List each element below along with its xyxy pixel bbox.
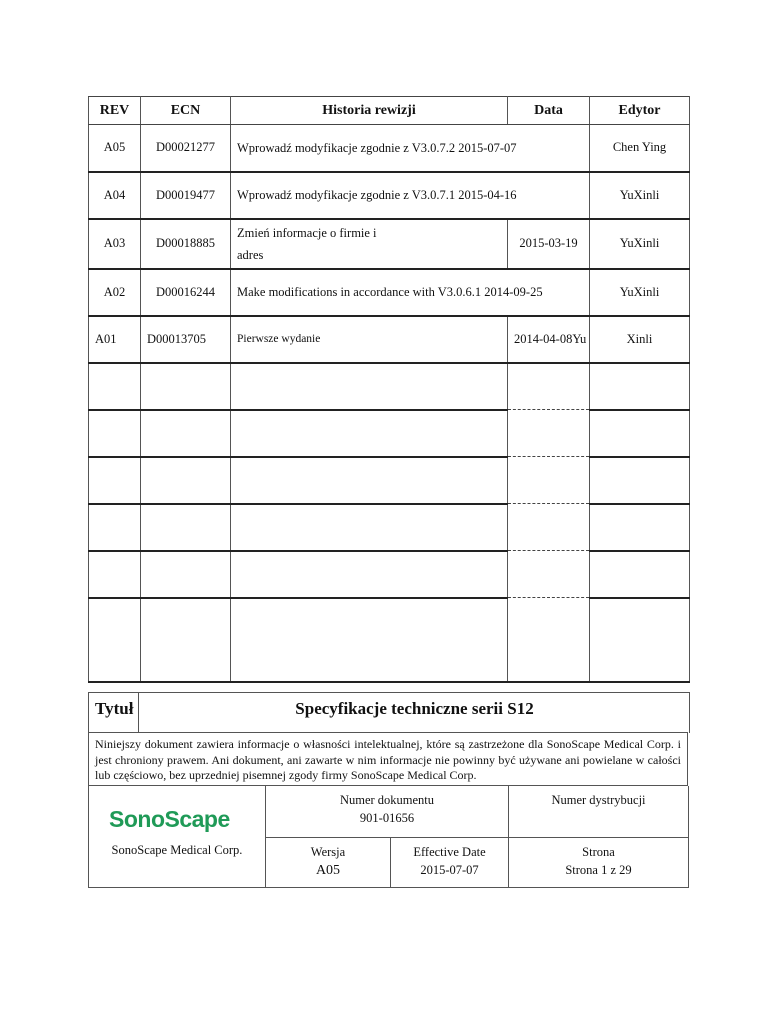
distribution-cell (509, 786, 688, 838)
header-date: Data (508, 97, 590, 125)
table-row (89, 125, 690, 172)
title-label: Tytuł (89, 693, 139, 733)
cell-history: Pierwsze wydanie (231, 316, 508, 363)
header-ecn: ECN (141, 97, 231, 125)
cell-editor: YuXinli (590, 219, 690, 269)
cell-ecn: D00016244 (141, 269, 231, 316)
revision-history-table (88, 96, 690, 683)
doc-number-cell (266, 786, 509, 838)
cell-date: 2014-04-08Yu (508, 316, 590, 363)
cell-ecn: D00018885 (141, 219, 231, 269)
header-history: Historia rewizji (231, 97, 508, 125)
cell-editor: YuXinli (590, 172, 690, 219)
header-rev: REV (89, 97, 141, 125)
page-label: Strona (582, 845, 615, 859)
cell-rev: A05 (89, 125, 141, 172)
table-row-empty (89, 457, 690, 504)
history-line: Zmień informacje o firmie i (237, 225, 377, 240)
effective-date-cell (391, 838, 509, 887)
cell-date: 2015-03-19 (508, 219, 590, 269)
cell-rev: A01 (89, 316, 141, 363)
table-row-empty (89, 410, 690, 457)
page-cell (509, 838, 688, 887)
page-value: Strona 1 z 29 (565, 863, 632, 877)
title-row (88, 692, 690, 733)
company-name: SonoScape Medical Corp. (111, 843, 243, 857)
cell-rev: A04 (89, 172, 141, 219)
effective-date-value: 2015-07-07 (420, 863, 479, 877)
confidentiality-notice: Niniejszy dokument zawiera informacje o własności intelektualnej, które są zastrzeżone dla SonoScape Medical Corp. i jest chroniony prawem. Ani dokument, ani zawarte w nim informacje nie powinny być używane ani powielane w całości lub częściowo, bez uprzedniej pisemnej zgody firmy SonoScape Medical Corp. (88, 732, 688, 786)
version-value: A05 (315, 863, 341, 878)
cell-ecn: D00021277 (141, 125, 231, 172)
history-line: adres (237, 247, 264, 262)
cell-ecn: D00019477 (141, 172, 231, 219)
table-row-empty (89, 504, 690, 551)
table-row-empty (89, 363, 690, 410)
sonoscape-logo: SonoScape (109, 806, 230, 832)
doc-number-value: 901-01656 (359, 811, 415, 825)
doc-number-label: Numer dokumentu (339, 793, 435, 807)
logo-cell (89, 786, 266, 887)
table-row (89, 269, 690, 316)
table-row-empty (89, 598, 690, 682)
cell-editor: YuXinli (590, 269, 690, 316)
cell-editor: Chen Ying (590, 125, 690, 172)
cell-history (231, 219, 508, 269)
document-title: Specyfikacje techniczne serii S12 (295, 699, 534, 718)
table-row (89, 219, 690, 269)
cell-history: Wprowadź modyfikacje zgodnie z V3.0.7.1 2015-04-16 (231, 172, 590, 219)
version-label: Wersja (310, 845, 346, 859)
table-header-row (89, 97, 690, 125)
cell-history: Wprowadź modyfikacje zgodnie z V3.0.7.2 2015-07-07 (231, 125, 590, 172)
cell-ecn: D00013705 (141, 316, 231, 363)
distribution-label: Numer dystrybucji (551, 793, 646, 807)
cell-rev: A02 (89, 269, 141, 316)
cell-rev: A03 (89, 219, 141, 269)
version-cell (266, 838, 391, 887)
table-row (89, 316, 690, 363)
effective-date-label: Effective Date (413, 845, 486, 859)
cell-editor: Xinli (590, 316, 690, 363)
cell-history: Make modifications in accordance with V3.0.6.1 2014-09-25 (231, 269, 590, 316)
table-row-empty (89, 551, 690, 598)
table-row (89, 172, 690, 219)
header-editor: Edytor (590, 97, 690, 125)
document-footer (88, 786, 689, 888)
